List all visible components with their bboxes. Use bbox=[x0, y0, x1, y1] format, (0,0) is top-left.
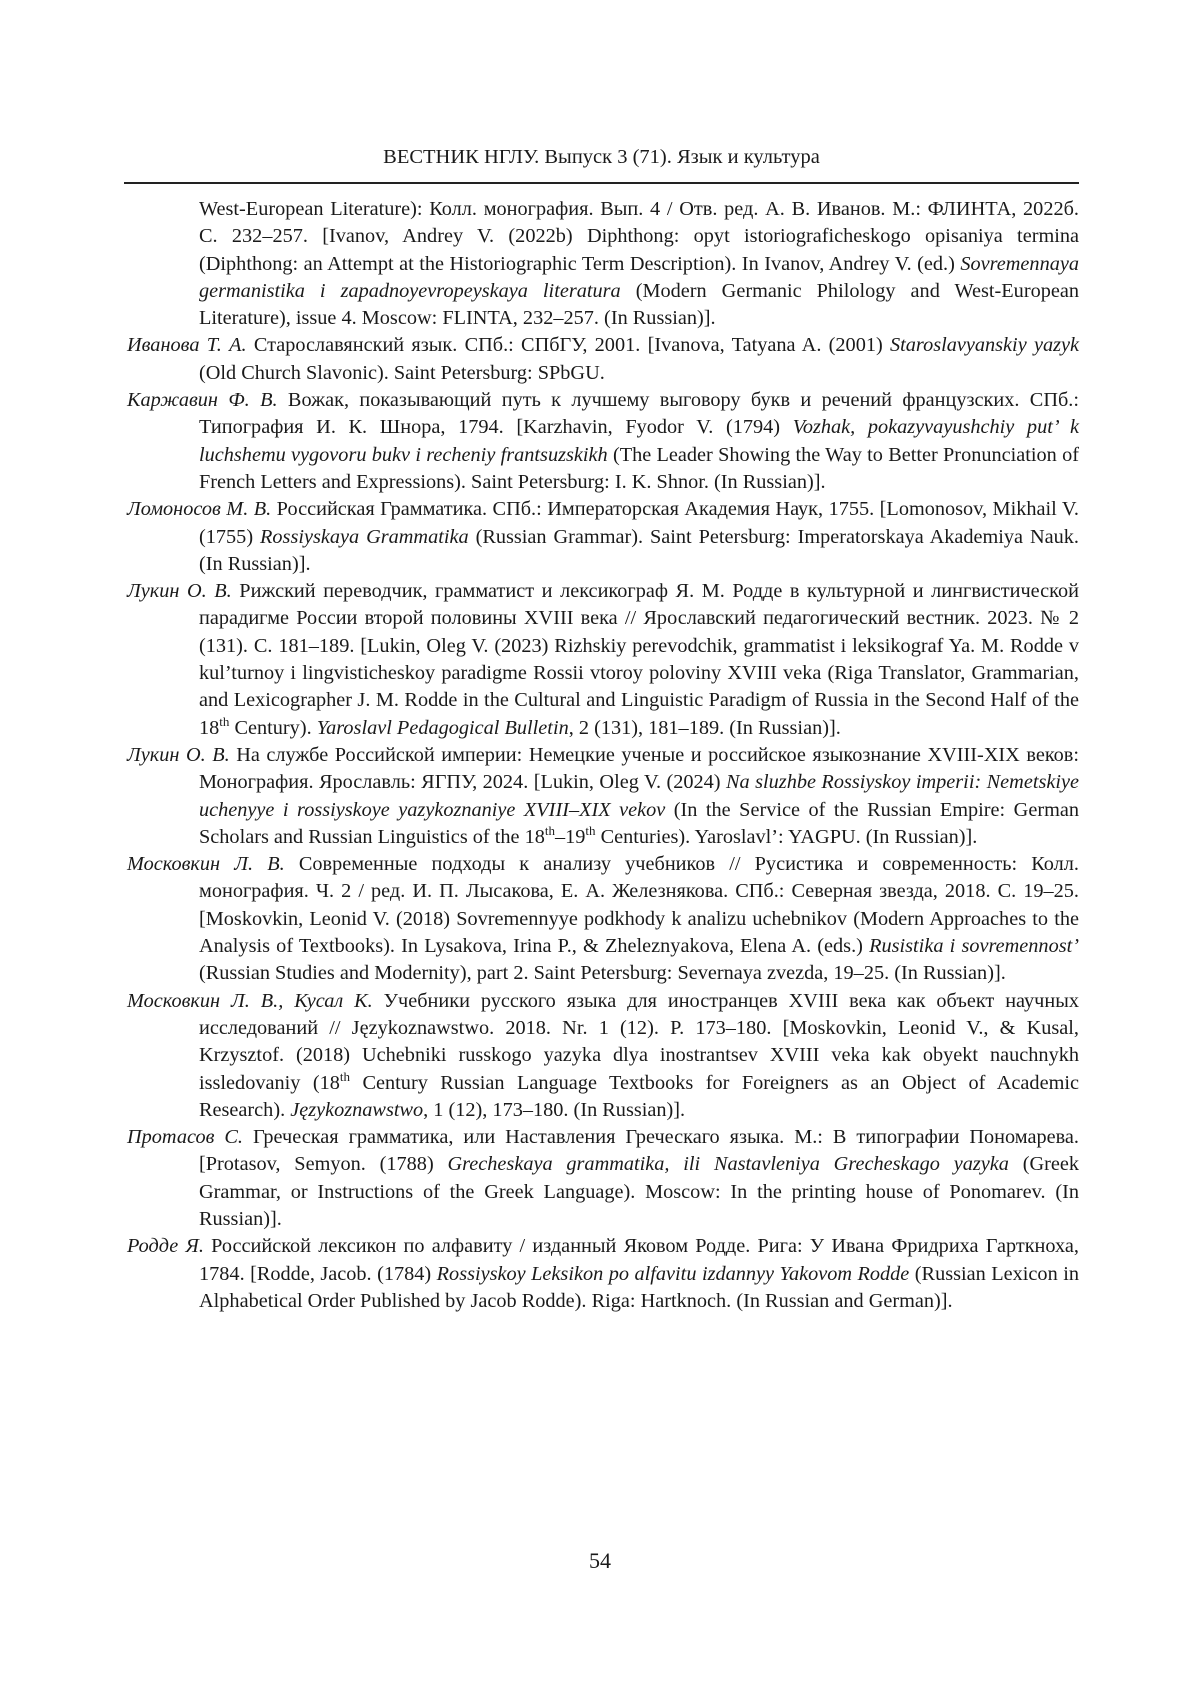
running-header bbox=[124, 142, 1079, 184]
italic-text: Rusistika i sovremennost’ bbox=[869, 935, 1079, 958]
italic-text: Московкин Л. В. bbox=[127, 853, 285, 876]
reference-text: Century Russian Language Textbooks for Foreigners as an Object of Academic Research). bbox=[199, 1071, 1079, 1121]
reference-text: Греческая грамматика, или Наставления Греческаго языка. М.: В типографии Пономарева. [Protasov, Semyon. (1788) bbox=[199, 1126, 1080, 1176]
reference-text: (Russian Studies and Modernity), part 2. Saint Petersburg: Severnaya zvezda, 19–25. (In Russian)]. bbox=[199, 962, 1006, 985]
superscript-text: th bbox=[339, 1068, 351, 1084]
reference-text: Рижский переводчик, грамматист и лексикограф Я. М. Родде в культурной и лингвистической парадигме России второй половины XVIII века // Ярославский педагогический вестник. 2023. № 2 (131). С. 181–189. [Lukin, Oleg V. (2023) Rizhskiy perevodchik, grammatist i leksikograf Ya. M. Rodde v kul’turnoy i lingvisticheskoy paradigme Rossii vtoroy poloviny XVIII veka (Riga Translator, Grammarian, and Lexicographer J. M. Rodde in the Cultural and Linguistic Paradigm of Russia in the Second Half of the 18 bbox=[199, 580, 1079, 739]
reference-text: (Russian Lexicon in Alphabetical Order Published by Jacob Rodde). Riga: Hartknoch. (In Russian and German)]. bbox=[199, 1262, 1079, 1312]
italic-text: Na sluzhbe Rossiyskoy imperii: Nemetskiye uchenyye i rossiyskoye yazykoznaniye XVIII–XIX vekov bbox=[199, 771, 1079, 821]
reference-text: (In the Service of the Russian Empire: German Scholars and Russian Linguistics of the 18 bbox=[199, 798, 1079, 848]
reference-text: (Old Church Slavonic). Saint Petersburg: SPbGU. bbox=[199, 361, 605, 384]
italic-text: Иванова Т. А. bbox=[127, 334, 247, 357]
reference-text: (The Leader Showing the Way to Better Pronunciation of French Letters and Expressions). Saint Petersburg: I. K. Shnor. (In Russian)]. bbox=[199, 443, 1079, 493]
reference-text: , 1 (12), 173–180. (In Russian)]. bbox=[423, 1098, 686, 1121]
italic-text: Grecheskaya grammatika, ili Nastavleniya Grecheskago yazyka bbox=[447, 1153, 1009, 1176]
reference-entry bbox=[127, 332, 1079, 387]
reference-text: (Modern Germanic Philology and West-European Literature), issue 4. Moscow: FLINTA, 232–257. (In Russian)]. bbox=[199, 279, 1079, 330]
reference-entry bbox=[127, 196, 1079, 332]
reference-text: Centuries). Yaroslavl’: YAGPU. (In Russian)]. bbox=[595, 825, 978, 848]
reference-text: West-European Literature): Колл. монография. Вып. 4 / Отв. ред. А. В. Иванов. М.: ФЛИНТА, 2022б. С. 232–257. [Ivanov, Andrey V. (2022b) Diphthong: opyt istoriograficheskogo opisaniya termina (Diphthong: an Attempt at the Historiographic Term Description). In Ivanov, Andrey V. (ed.) bbox=[199, 198, 1079, 275]
reference-entry bbox=[127, 988, 1079, 1124]
italic-text: Vozhak, pokazyvayushchiy put’ k luchshemu vygovoru bukv i recheniy frantsuzskikh bbox=[199, 416, 1080, 466]
reference-text: Современные подходы к анализу учебников // Русистика и современность: Колл. монография. Ч. 2 / ред. И. П. Лысакова, Е. А. Железнякова. СПб.: Северная звезда, 2018. С. 19–25. [Moskovkin, Leonid V. (2018) Sovremennyye podkhody k analizu uchebnikov (Modern Approaches to the Analysis of Textbooks). In Lysakova, Irina P., & Zheleznyakova, Elena A. (eds.) bbox=[199, 853, 1079, 958]
reference-text: (Russian Grammar). Saint Petersburg: Imperatorskaya Akademiya Nauk. (In Russian)]. bbox=[199, 525, 1079, 575]
italic-text: Ломоносов М. В. bbox=[127, 498, 272, 521]
reference-entry bbox=[127, 1124, 1079, 1233]
reference-text: Вожак, показывающий путь к лучшему выговору букв и речений французских. СПб.: Типография И. К. Шнора, 1794. [Karzhavin, Fyodor V. (1794) bbox=[199, 389, 1079, 439]
italic-text: Sovremennaya germanistika i zapadnoyevropeyskaya literatura bbox=[199, 252, 1079, 302]
reference-text: Учебники русского языка для иностранцев XVIII века как объект научных исследований // Językoznawstwo. 2018. Nr. 1 (12). P. 173–180. [Moskovkin, Leonid V., & Kusal, Krzysztof. (2018) Uchebniki russkogo yazyka dlya inostrantsev XVIII veka kak obyekt nauchnykh issledovaniy (18 bbox=[199, 989, 1079, 1094]
reference-entry bbox=[127, 1233, 1079, 1315]
reference-text: Российской лексикон по алфавиту / изданный Яковом Родде. Рига: У Ивана Фридриха Гарткноха, 1784. [Rodde, Jacob. (1784) bbox=[199, 1235, 1079, 1285]
reference-text: На службе Российской империи: Немецкие ученые и российское языкознание XVIII-XIX веков: Монография. Ярославль: ЯГПУ, 2024. [Lukin, Oleg V. (2024) bbox=[199, 743, 1079, 794]
italic-text: Каржавин Ф. В. bbox=[127, 389, 278, 412]
italic-text: Językoznawstwo bbox=[290, 1098, 424, 1121]
reference-text: (Greek Grammar, or Instructions of the Greek Language). Moscow: In the printing house of Ponomarev. (In Russian)]. bbox=[199, 1153, 1079, 1230]
superscript-text: th bbox=[544, 823, 555, 839]
italic-text: Rossiyskoy Leksikon po alfavitu izdannyy Yakovom Rodde bbox=[436, 1262, 910, 1285]
italic-text: Лукин О. В. bbox=[127, 580, 232, 603]
reference-entry bbox=[127, 578, 1079, 742]
reference-list bbox=[127, 196, 1079, 1315]
reference-text: –19 bbox=[555, 825, 586, 848]
page-number: 54 bbox=[589, 1548, 611, 1573]
superscript-text: th bbox=[585, 823, 596, 839]
italic-text: Yaroslavl Pedagogical Bulletin bbox=[316, 716, 569, 739]
reference-entry bbox=[127, 387, 1079, 496]
italic-text: Лукин О. В. bbox=[127, 743, 230, 766]
reference-text: , 2 (131), 181–189. (In Russian)]. bbox=[568, 716, 841, 739]
journal-title: ВЕСТНИК НГЛУ. Выпуск 3 (71). Язык и культура bbox=[383, 146, 820, 168]
italic-text: Rossiyskaya Grammatika bbox=[260, 525, 469, 548]
reference-text: Российская Грамматика. СПб.: Императорская Академия Наук, 1755. [Lomonosov, Mikhail V. (1755) bbox=[199, 498, 1079, 548]
reference-text: Century). bbox=[229, 716, 317, 739]
reference-text: Старославянский язык. СПб.: СПбГУ, 2001. [Ivanova, Tatyana A. (2001) bbox=[246, 334, 891, 357]
reference-entry bbox=[127, 742, 1079, 851]
italic-text: Staroslavyanskiy yazyk bbox=[890, 334, 1080, 357]
italic-text: Родде Я. bbox=[127, 1235, 204, 1258]
italic-text: Протасов С. bbox=[127, 1126, 243, 1149]
reference-entry bbox=[127, 496, 1079, 578]
superscript-text: th bbox=[219, 713, 230, 729]
reference-entry bbox=[127, 851, 1079, 987]
italic-text: Московкин Л. В., Кусал К. bbox=[127, 989, 373, 1012]
